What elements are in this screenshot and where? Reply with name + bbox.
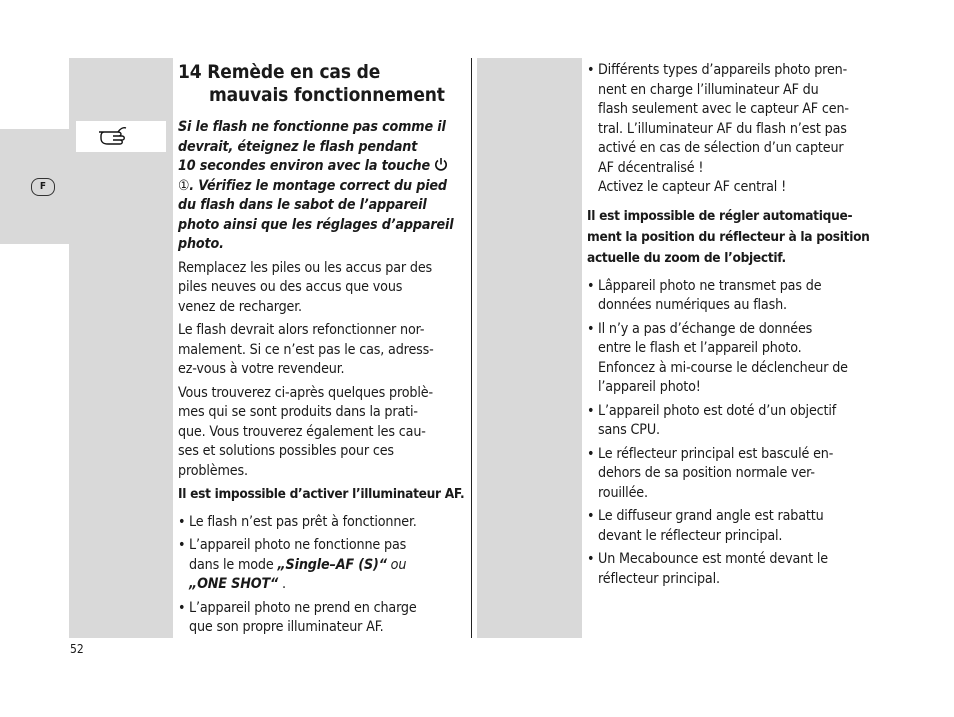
list-item: • Différents types d’appareils photo pren- nent en charge l’illuminateur AF du flash seulement avec le capteur AF cen- tral. L’illuminateur AF du flash n’est pas activé en cas de sélection d’un capteur AF décentralisé ! Activez le capteur AF central !: [587, 61, 887, 198]
right-sidebar-panel: [477, 58, 582, 638]
zoom-problem-list: [587, 277, 887, 590]
heading-zoom-position: Il est impossible de régler automatique- ment la position du réflecteur à la position actuelle du zoom de l’objectif.: [587, 207, 870, 266]
list-item: • Le réflecteur principal est basculé en- dehors de sa position normale ver- rouillée.: [587, 445, 887, 504]
pointing-hand-icon: [98, 125, 142, 147]
title-line2: mauvais fonctionnement: [209, 84, 445, 106]
heading-af-illuminator: Il est impossible d’activer l’illuminateur AF.: [178, 486, 465, 502]
af-problem-list: [178, 513, 470, 638]
language-badge: F: [31, 178, 55, 196]
list-item: • L’appareil photo ne prend en charge que son propre illuminateur AF.: [178, 599, 470, 638]
list-item: • Un Mecabounce est monté devant le réflecteur principal.: [587, 550, 887, 589]
note-box: [76, 121, 166, 152]
power-button-icon: [434, 157, 448, 172]
column-divider: [471, 58, 472, 638]
section-title: [178, 61, 470, 107]
list-item: • Il n’y a pas d’échange de données entre le flash et l’appareil photo. Enfoncez à mi-course le déclencheur de l’appareil photo!: [587, 320, 887, 398]
list-item: • L’appareil photo ne fonctionne pas dans le mode „Single–AF (S)“ ou „ONE SHOT“ .: [178, 536, 470, 595]
paragraph-problems-intro: Vous trouverez ci-après quelques problè- mes qui se sont produits dans la prati- que. Vous trouverez également les cau- ses et solutions possibles pour ces problèmes.: [178, 384, 433, 479]
page-number: 52: [70, 642, 84, 656]
list-item: • Le flash n’est pas prêt à fonctionner.: [178, 513, 470, 533]
list-item: • Le diffuseur grand angle est rabattu devant le réflecteur principal.: [587, 507, 887, 546]
list-item: • L’appareil photo est doté d’un objectif sans CPU.: [587, 402, 887, 441]
right-column: [587, 61, 887, 593]
list-item: • Lâppareil photo ne transmet pas de données numériques au flash.: [587, 277, 887, 316]
intro-paragraph: Si le flash ne fonctionne pas comme il devrait, éteignez le flash pendant 10 secondes environ avec la touche ①. Vérifiez le montage correct du pied du flash dans le sabot de l’appareil photo ainsi que les réglages d’appareil photo.: [178, 119, 454, 252]
paragraph-replace-batteries: Remplacez les piles ou les accus par des piles neuves ou des accus que vous venez de recharger.: [178, 259, 433, 315]
title-line1: 14 Remède en cas de: [178, 61, 381, 83]
paragraph-contact-dealer: Le flash devrait alors refonctionner nor- malement. Si ce n’est pas le cas, adress- ez-vous à votre revendeur.: [178, 322, 434, 377]
left-column: [178, 61, 470, 642]
af-sensor-list: [587, 61, 887, 198]
